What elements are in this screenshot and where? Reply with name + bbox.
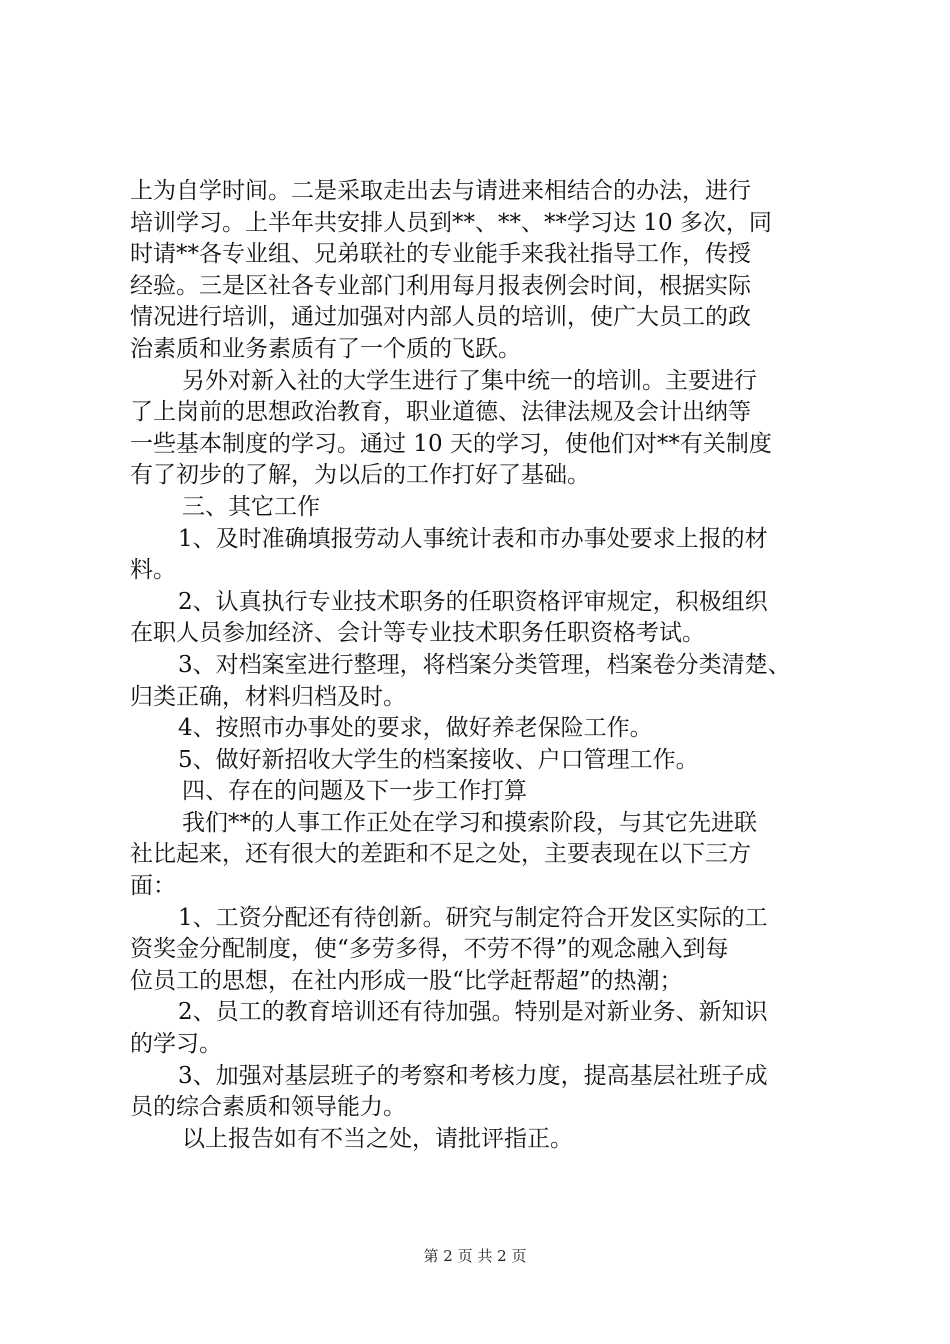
- text-line: 料。: [130, 557, 176, 584]
- text-line: 以上报告如有不当之处，请批评指正。: [182, 1125, 573, 1152]
- text-line: 3、对档案室进行整理，将档案分类管理，档案卷分类清楚、: [178, 651, 791, 678]
- text-line: 面：: [130, 873, 176, 900]
- page-footer: 第 2 页 共 2 页: [423, 1247, 527, 1265]
- text-line: 资奖金分配制度，使“多劳多得，不劳不得”的观念融入到每: [130, 936, 729, 963]
- text-line: 的学习。: [130, 1031, 222, 1058]
- text-line: 上为自学时间。二是采取走出去与请进来相结合的办法，进行: [130, 178, 751, 204]
- text-line: 一些基本制度的学习。通过 10 天的学习，使他们对**有关制度: [130, 430, 772, 457]
- text-line: 我们**的人事工作正处在学习和摸索阶段，与其它先进联: [182, 809, 757, 836]
- text-line: 员的综合素质和领导能力。: [130, 1094, 406, 1121]
- text-line: 位员工的思想，在社内形成一股“比学赶帮超”的热潮；: [130, 967, 683, 994]
- text-line: 3、加强对基层班子的考察和考核力度，提高基层社班子成: [178, 1062, 768, 1089]
- text-line: 1、及时准确填报劳动人事统计表和市办事处要求上报的材: [178, 525, 768, 552]
- text-line: 在职人员参加经济、会计等专业技术职务任职资格考试。: [130, 620, 705, 647]
- text-line: 5、做好新招收大学生的档案接收、户口管理工作。: [178, 746, 699, 773]
- text-line: 了上岗前的思想政治教育，职业道德、法律法规及会计出纳等: [130, 399, 751, 426]
- text-line: 治素质和业务素质有了一个质的飞跃。: [130, 335, 521, 362]
- text-line: 2、员工的教育培训还有待加强。特别是对新业务、新知识: [178, 999, 768, 1026]
- text-line: 四、存在的问题及下一步工作打算: [182, 778, 527, 805]
- text-line: 培训学习。上半年共安排人员到**、**、**学习达 10 多次，同: [130, 209, 772, 236]
- text-line: 三、其它工作: [182, 493, 320, 520]
- text-line: 1、工资分配还有待创新。研究与制定符合开发区实际的工: [178, 904, 768, 931]
- text-line: 社比起来，还有很大的差距和不足之处，主要表现在以下三方: [130, 841, 751, 868]
- text-line: 4、按照市办事处的要求，做好养老保险工作。: [178, 715, 653, 742]
- text-line: 有了初步的了解，为以后的工作打好了基础。: [130, 462, 590, 489]
- text-line: 另外对新入社的大学生进行了集中统一的培训。主要进行: [182, 367, 757, 394]
- text-line: 情况进行培训，通过加强对内部人员的培训，使广大员工的政: [130, 304, 751, 331]
- text-line: 经验。三是区社各专业部门利用每月报表例会时间，根据实际: [130, 272, 751, 299]
- text-line: 时请**各专业组、兄弟联社的专业能手来我社指导工作，传授: [130, 241, 751, 268]
- text-line: 2、认真执行专业技术职务的任职资格评审规定，积极组织: [178, 588, 768, 615]
- text-line: 归类正确，材料归档及时。: [130, 683, 406, 710]
- document-body: [130, 176, 830, 1155]
